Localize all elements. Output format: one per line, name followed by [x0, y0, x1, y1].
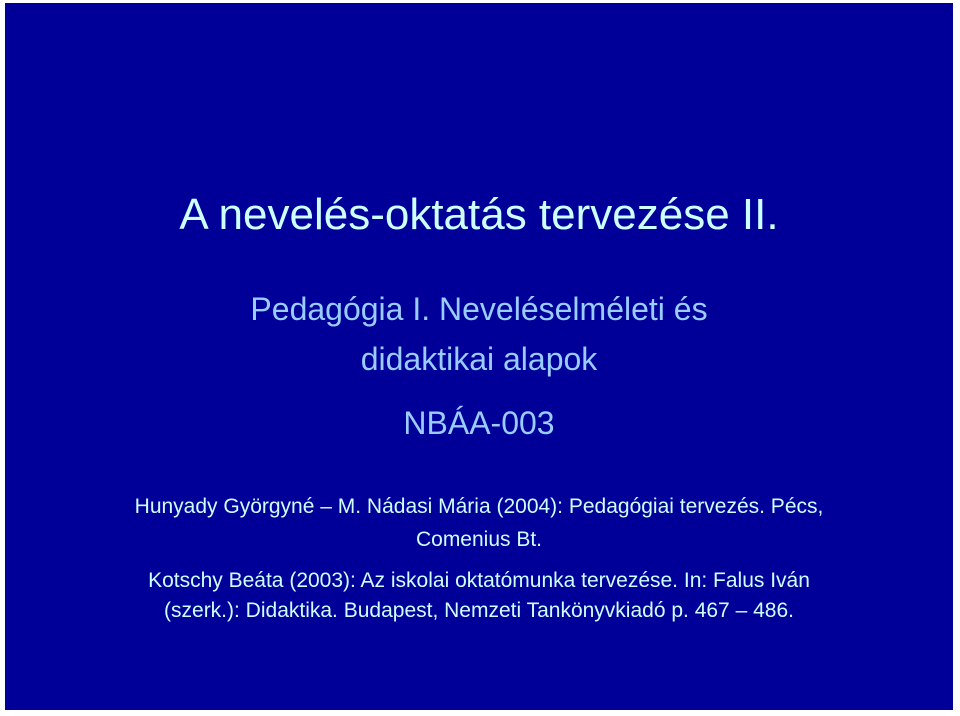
reference-1-line-2: Comenius Bt.: [415, 528, 543, 551]
slide-title: A nevelés-oktatás tervezése II.: [179, 190, 779, 239]
slide: [5, 3, 953, 710]
reference-2-line-2: (szerk.): Didaktika. Budapest, Nemzeti Tankönyvkiadó p. 467 – 486.: [164, 599, 794, 622]
course-code: NBÁA-003: [403, 405, 555, 441]
reference-2-line-1: Kotschy Beáta (2003): Az iskolai oktatómunka tervezése. In: Falus Iván: [148, 569, 810, 592]
course-name-line-1: Pedagógia I. Neveléselméleti és: [250, 291, 708, 327]
reference-1-line-1: Hunyady Györgyné – M. Nádasi Mária (2004): Pedagógiai tervezés. Pécs,: [134, 495, 824, 518]
course-name-line-2: didaktikai alapok: [360, 341, 598, 377]
